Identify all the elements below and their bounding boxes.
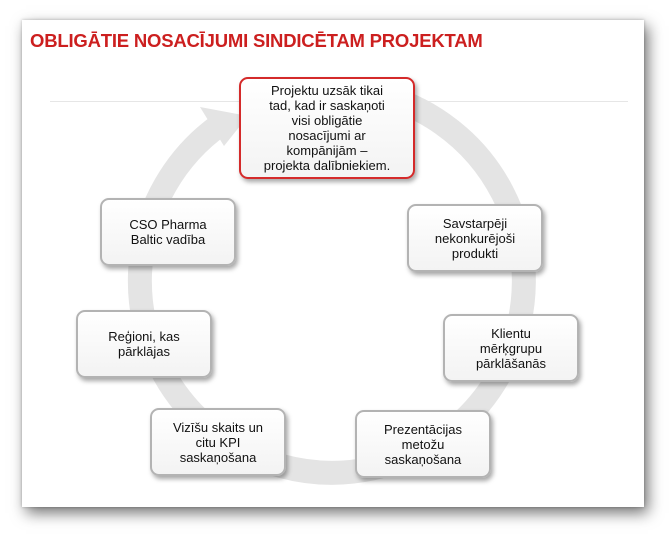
node-target-group-overlap: Klientu mērķgrupu pārklāšanās [443, 314, 579, 382]
center-node-project-start: Projektu uzsāk tikai tad, kad ir saskaņoti visi obligātie nosacījumi ar kompānijām – projekta dalībniekiem. [239, 77, 415, 179]
node-overlapping-regions: Reģioni, kas pārklājas [76, 310, 212, 378]
node-visits-kpi: Vizīšu skaits un citu KPI saskaņošana [150, 408, 286, 476]
node-non-competing-products: Savstarpēji nekonkurējoši produkti [407, 204, 543, 272]
node-presentation-methods: Prezentācijas metožu saskaņošana [355, 410, 491, 478]
slide-title: OBLIGĀTIE NOSACĪJUMI SINDICĒTAM PROJEKTAM [30, 30, 483, 51]
slide [22, 20, 644, 507]
node-cso-pharma-management: CSO Pharma Baltic vadība [100, 198, 236, 266]
